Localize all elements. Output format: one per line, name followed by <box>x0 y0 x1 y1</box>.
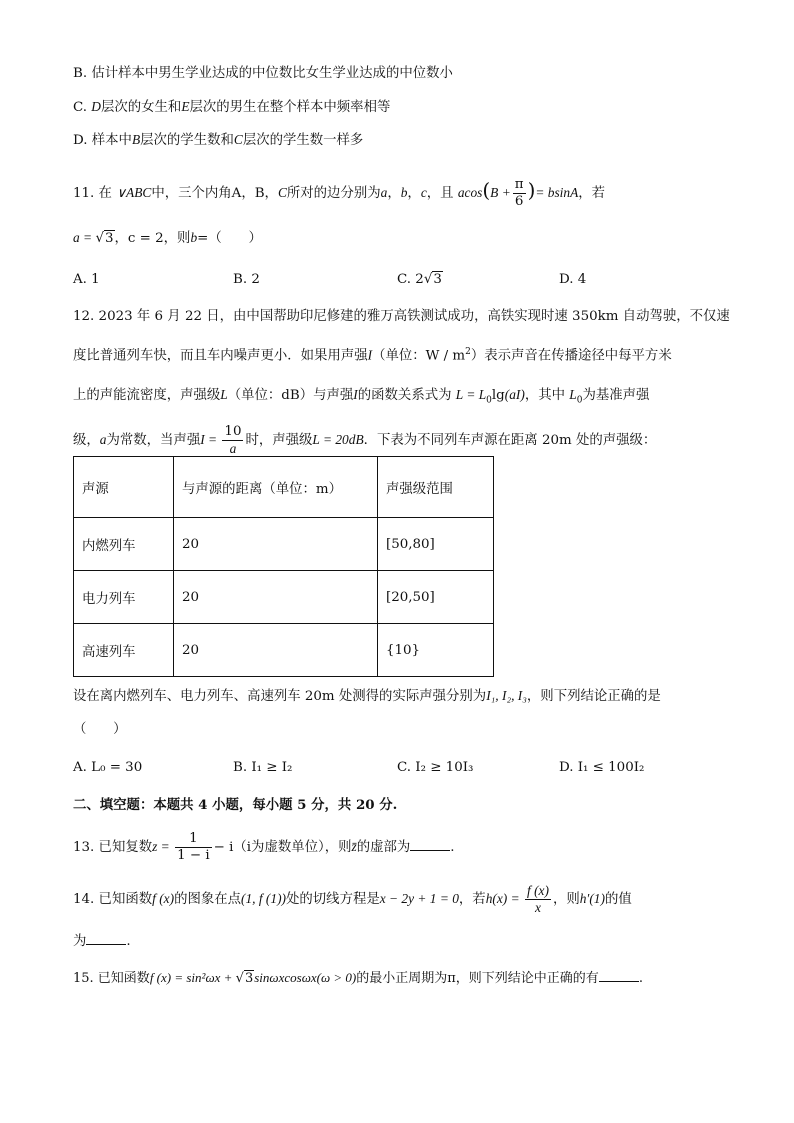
table-cell: [20,50] <box>378 571 494 624</box>
q15-stem: 15. 已知函数f (x) = sin²ωx + √3sinωxcosωx(ω > 0)的最小正周期为π，则下列结论中正确的有 . <box>73 967 643 989</box>
q12-stem-line2: 度比普通列车快，而且车内噪声更小．如果用声强I（单位：W / $m^2$）表示声音在传播途径中每平方米 <box>73 347 672 364</box>
table-header: 声源 <box>74 457 174 518</box>
q10-option-d: D. 样本中B层次的学生数和C层次的学生数一样多 <box>73 132 364 148</box>
q11-stem-line2: a = √3，c = 2，则b=（ ） <box>73 230 262 246</box>
answer-blank[interactable] <box>410 836 450 851</box>
q10-option-c: C. D层次的女生和E层次的男生在整个样本中频率相等 <box>73 99 391 115</box>
q12-question: 设在离内燃列车、电力列车、高速列车 20m 处测得的实际声强分别为I₁, I₂, I₃，则下列结论正确的是 <box>73 688 661 704</box>
q12-answer-paren: （ ） <box>73 722 127 737</box>
table-row <box>74 518 494 571</box>
table-cell: {10} <box>378 624 494 677</box>
q12-stem-line3: 上的声能流密度，声强级L（单位：dB）与声强I的函数关系式为 $L = L_0\lg(aI)$，其中 $L_0$为基准声强 <box>73 387 650 406</box>
table-row <box>74 571 494 624</box>
q11-stem: 11. 在 ∨ABC中，三个内角A，B，C所对的边分别为a，b，c，且 acos(B + $\frac{\pi}{6}$ )= bsinA，若 <box>73 177 606 209</box>
q10-option-b: B. 估计样本中男生学业达成的中位数比女生学业达成的中位数小 <box>73 66 453 81</box>
table-row <box>74 624 494 677</box>
q11-option-b: B. 2 <box>233 272 260 287</box>
q12-stem-line1: 12. 2023 年 6 月 22 日，由中国帮助印尼修建的雅万高铁测试成功，高铁实现时速 350km 自动驾驶，不仅速 <box>73 309 730 324</box>
table-cell: 内燃列车 <box>74 518 174 571</box>
q14-stem-line2: 为 . <box>73 930 131 952</box>
table-cell: 20 <box>174 571 378 624</box>
table-header-row <box>74 457 494 518</box>
q12-option-d: D. I₁ ≤ 100I₂ <box>559 760 645 775</box>
table-header: 与声源的距离（单位：m） <box>174 457 378 518</box>
q14-stem: 14. 已知函数f (x)的图象在点(1, f (1))处的切线方程是x − 2y + 1 = 0，若h(x) = $\frac{f (x)}{x}$ ，则h′(1)的值 <box>73 883 632 915</box>
q12-option-c: C. I₂ ≥ 10I₃ <box>397 760 474 775</box>
answer-blank[interactable] <box>86 930 126 945</box>
q13-stem: 13. 已知复数z = $\frac{1}{1 - i}$ − i（i为虚数单位），则z̄的虚部为 . <box>73 831 455 863</box>
answer-blank[interactable] <box>599 967 639 982</box>
q12-option-b: B. I₁ ≥ I₂ <box>233 760 293 775</box>
q12-option-a: A. L₀ = 30 <box>73 760 143 775</box>
sound-level-table <box>73 456 494 677</box>
table-cell: 20 <box>174 624 378 677</box>
table-cell: [50,80] <box>378 518 494 571</box>
q12-stem-line4: 级，a为常数，当声强I = $\frac{10}{a}$ 时，声强级L = 20dB．下表为不同列车声源在距离 20m 处的声强级： <box>73 424 657 456</box>
table-cell: 20 <box>174 518 378 571</box>
q11-option-c: C. 2√3 <box>397 272 442 287</box>
section-title: 二、填空题：本题共 4 小题，每小题 5 分，共 20 分. <box>73 797 398 813</box>
q11-option-a: A. 1 <box>73 272 100 287</box>
table-cell: 高速列车 <box>74 624 174 677</box>
table-cell: 电力列车 <box>74 571 174 624</box>
q11-option-d: D. 4 <box>559 272 587 287</box>
table-header: 声强级范围 <box>378 457 494 518</box>
